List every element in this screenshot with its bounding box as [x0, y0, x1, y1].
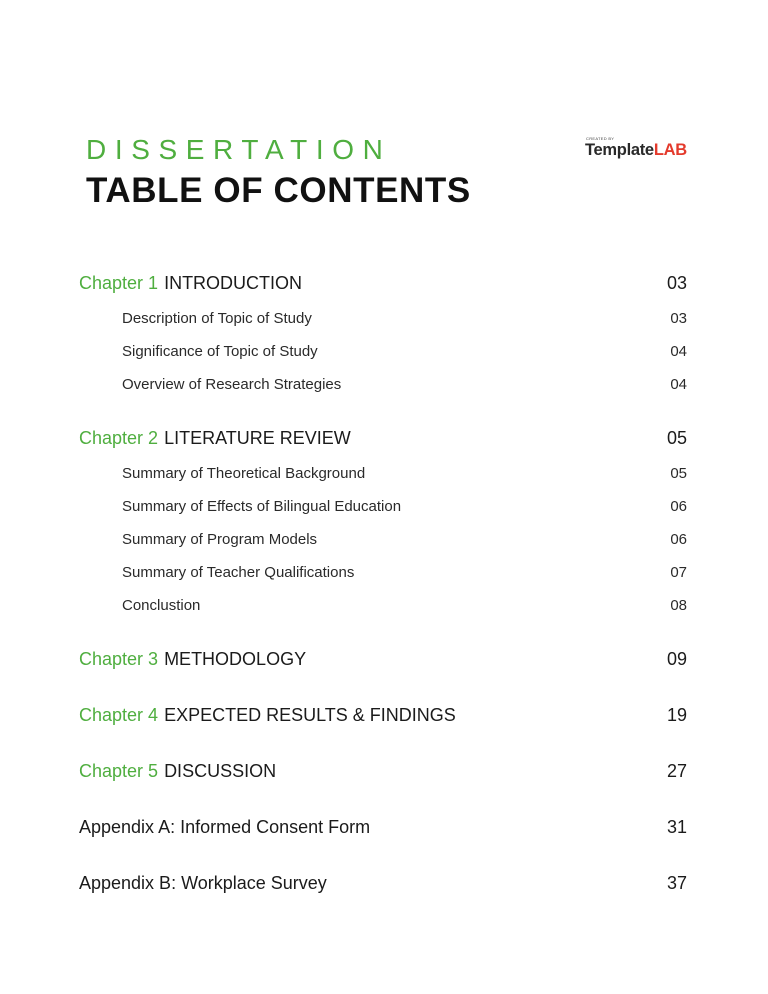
chapter-number: Chapter 5	[79, 761, 159, 781]
chapter-heading: DISCUSSION	[164, 761, 277, 781]
page-number: 06	[670, 531, 687, 548]
page-number: 05	[670, 465, 687, 482]
chapter-heading: METHODOLOGY	[164, 649, 307, 669]
document-subtitle: DISSERTATION	[86, 134, 392, 165]
toc-subentry[interactable]	[122, 528, 687, 550]
subentry-label: Summary of Teacher Qualifications	[122, 564, 355, 581]
page-number: 04	[670, 343, 687, 360]
templatelab-logo	[585, 137, 697, 161]
subentry-label: Description of Topic of Study	[122, 310, 312, 327]
toc-subentry[interactable]	[122, 495, 687, 517]
logo-template-text: Template	[585, 141, 654, 159]
chapter-heading: INTRODUCTION	[164, 273, 303, 293]
appendix-label: Appendix A: Informed Consent Form	[79, 817, 371, 837]
page-number: 05	[666, 428, 687, 448]
page-title: TABLE OF CONTENTS	[86, 171, 471, 210]
page-number: 03	[666, 273, 687, 293]
toc-appendix-a[interactable]	[79, 814, 687, 840]
toc-appendix-b[interactable]	[79, 870, 687, 896]
toc-chapter-4[interactable]	[79, 702, 687, 728]
toc-chapter-3[interactable]	[79, 646, 687, 672]
page-number: 04	[670, 376, 687, 393]
toc-chapter-5[interactable]	[79, 758, 687, 784]
page-number: 27	[666, 761, 687, 781]
toc-subentry[interactable]	[122, 307, 687, 329]
logo-lab-text: LAB	[653, 141, 687, 159]
toc-subentry[interactable]	[122, 340, 687, 362]
toc-chapter-2[interactable]	[79, 425, 687, 451]
page-number: 06	[670, 498, 687, 515]
toc-subentry[interactable]	[122, 373, 687, 395]
chapter-heading: EXPECTED RESULTS & FINDINGS	[164, 705, 456, 725]
subentry-label: Summary of Theoretical Background	[122, 465, 366, 482]
page-number: 08	[670, 597, 687, 614]
chapter-number: Chapter 3	[79, 649, 159, 669]
subentry-label: Conclustion	[122, 597, 201, 614]
page-number: 37	[666, 873, 687, 893]
chapter-number: Chapter 1	[79, 273, 159, 293]
toc-subentry[interactable]	[122, 594, 687, 616]
subentry-label: Significance of Topic of Study	[122, 343, 318, 360]
appendix-label: Appendix B: Workplace Survey	[79, 873, 327, 893]
subentry-label: Summary of Effects of Bilingual Education	[122, 498, 402, 515]
page-number: 19	[666, 705, 687, 725]
chapter-number: Chapter 2	[79, 428, 159, 448]
subentry-label: Summary of Program Models	[122, 531, 318, 548]
toc-chapter-1[interactable]	[79, 270, 687, 296]
page-number: 03	[670, 310, 687, 327]
toc-subentry[interactable]	[122, 462, 687, 484]
toc-subentry[interactable]	[122, 561, 687, 583]
logo-brand	[585, 140, 687, 160]
page-number: 09	[666, 649, 687, 669]
chapter-heading: LITERATURE REVIEW	[164, 428, 351, 448]
page-number: 07	[670, 564, 687, 581]
subentry-label: Overview of Research Strategies	[122, 376, 342, 393]
page-number: 31	[666, 817, 687, 837]
chapter-number: Chapter 4	[79, 705, 159, 725]
logo-created-by: CREATED BY	[586, 136, 615, 141]
